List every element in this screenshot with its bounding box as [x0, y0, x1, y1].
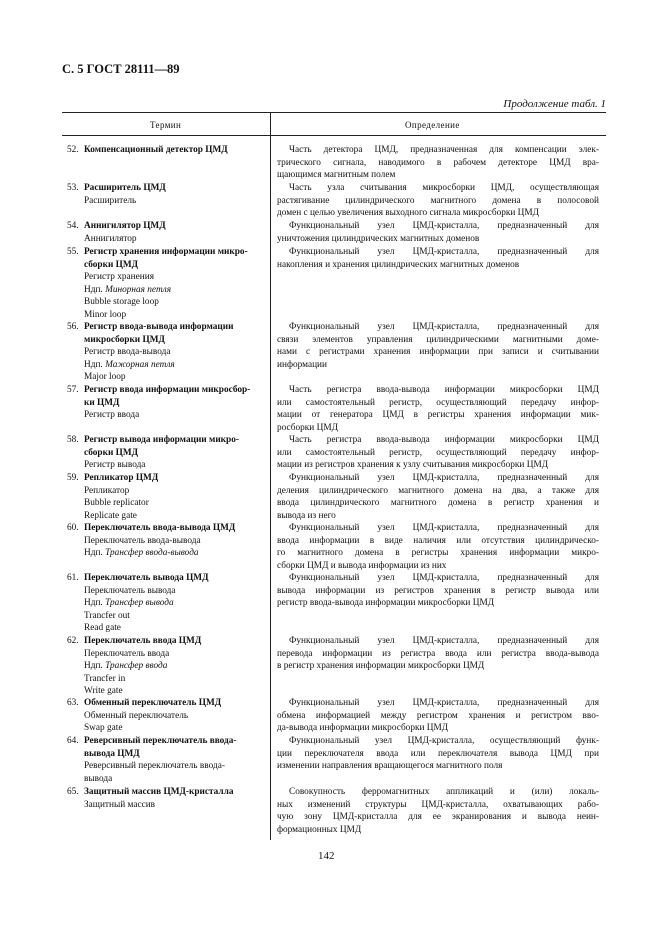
entry-number: 60.	[67, 523, 79, 533]
term-title: Расширитель ЦМД	[84, 183, 166, 193]
definition-line: вывода информации из регистров хранения в регистр вывода или	[277, 585, 599, 596]
term-synonym: Регистр ввода	[84, 410, 140, 421]
term-cell	[67, 522, 269, 560]
deprecated-synonym: Ндп. Минорная петля	[84, 284, 172, 295]
term-title: Реверсивный переключатель ввода-	[84, 736, 237, 746]
term-synonym: Write gate	[84, 686, 123, 697]
definition-line: или самостоятельный регистр, осуществляющий передачу инфор-	[277, 397, 599, 408]
definition-line: обмена информацией между регистром хранения и регистром вво-	[277, 710, 599, 721]
definition-line: Функциональный узел ЦМД-кристалла, предназначенный для	[289, 523, 599, 533]
definition-line: домен с целью увеличения выходного сигнала микросборки ЦМД	[277, 208, 540, 219]
definition-line: изменении направления вращающегося магнитного поля	[277, 761, 503, 772]
term-cell	[67, 321, 269, 384]
definition-line: щающимся магнитным полем	[277, 170, 396, 181]
term-synonym: Аннигилятор	[84, 233, 137, 244]
page-number: 142	[318, 850, 335, 862]
definition-line: ных изменений структуры ЦМД-кристалла, охватывающих рабо-	[277, 799, 599, 810]
term-cell	[67, 697, 269, 735]
term-synonym: Bubble replicator	[84, 498, 149, 509]
term-synonym: вывода	[84, 773, 113, 784]
definition-line: вывода из него	[277, 510, 336, 521]
definition-line: или самостоятельный регистр, осуществляющий передачу инфор-	[277, 447, 599, 458]
entry-number: 64.	[67, 736, 79, 746]
deprecated-synonym: Ндп. Трансфер ввода-вывода	[84, 548, 199, 559]
term-synonym: Регистр вывода	[84, 460, 146, 471]
definition-cell	[277, 321, 599, 371]
definition-line: нами с регистрами хранения информации при записи и считывании	[277, 347, 599, 358]
term-synonym: Переключатель ввода	[84, 648, 170, 659]
entry-number: 53.	[67, 183, 79, 193]
term-synonym: Расширитель	[84, 195, 137, 206]
definition-cell	[277, 472, 599, 522]
table-header-rule	[62, 135, 606, 136]
deprecated-synonym: Ндп. Мажорная петля	[84, 359, 175, 370]
deprecated-synonym: Ндп. Трансфер ввода	[84, 661, 168, 672]
definition-line: мации от генератора ЦМД в регистры хранения информации мик-	[277, 410, 599, 421]
column-header-term: Термин	[150, 120, 182, 130]
definition-line: ввода информации в виде наличия или отсутствия цилиндрическо-	[277, 535, 599, 546]
term-synonym: Major loop	[84, 372, 126, 383]
definition-line: Функциональный узел ЦМД-кристалла, предназначенный для	[289, 698, 599, 708]
definition-line: Функциональный узел ЦМД-кристалла, предназначенный для	[289, 473, 599, 483]
term-title: Обменный переключатель ЦМД	[84, 698, 222, 708]
entry-number: 59.	[67, 473, 79, 483]
term-title: Аннигилятор ЦМД	[84, 221, 166, 231]
definition-cell	[277, 182, 599, 220]
term-title: Регистр ввода-вывода информации	[84, 322, 234, 332]
definition-line: Функциональный узел ЦМД-кристалла, предназначенный для	[289, 636, 599, 646]
entry-number: 61.	[67, 573, 79, 583]
definition-cell	[277, 384, 599, 434]
definition-line: информации	[277, 359, 328, 370]
definition-cell	[277, 697, 599, 735]
term-cell	[67, 246, 269, 322]
definition-line: мации из регистров хранения к узлу считывания микросборки ЦМД	[277, 460, 549, 471]
term-title: сборки ЦМД	[84, 447, 139, 458]
entry-number: 63.	[67, 698, 79, 708]
entry-number: 56.	[67, 322, 79, 332]
definition-cell	[277, 635, 599, 673]
term-cell	[67, 572, 269, 635]
definition-line: чую зону ЦМД-кристалла для ее экранирования и вывода неин-	[277, 812, 599, 823]
term-synonym: Minor loop	[84, 309, 127, 320]
term-synonym: Регистр хранения	[84, 272, 154, 283]
entry-number: 55.	[67, 247, 79, 257]
term-synonym: Read gate	[84, 623, 121, 634]
entry-number: 58.	[67, 435, 79, 445]
column-divider	[270, 112, 271, 840]
term-synonym: Replicate gate	[84, 510, 137, 521]
definition-line: регистр ввода-вывода информации микросборки ЦМД	[277, 598, 495, 609]
term-synonym: Обменный переключатель	[84, 710, 189, 721]
term-cell	[67, 635, 269, 698]
definition-line: растягивание цилиндрического магнитного домена в полосовой	[277, 195, 599, 206]
definition-line: Часть детектора ЦМД, предназначенная для компенсации элек-	[289, 145, 599, 155]
entry-number: 57.	[67, 385, 79, 395]
term-synonym: Защитный массив	[84, 799, 156, 810]
table-top-rule	[62, 112, 606, 113]
definition-line: деления цилиндрического магнитного домена на два, а также для	[277, 485, 599, 496]
definition-line: Функциональный узел ЦМД-кристалла, осуществляющий функ-	[289, 736, 599, 746]
definition-line: накопления и хранения цилиндрических магнитных доменов	[277, 259, 520, 270]
definition-cell	[277, 786, 599, 836]
entry-number: 62.	[67, 636, 79, 646]
term-cell	[67, 384, 269, 422]
term-title: Регистр вывода информации микро-	[84, 435, 239, 445]
term-cell	[67, 144, 269, 157]
term-cell	[67, 220, 269, 245]
definition-cell	[277, 434, 599, 472]
definition-line: Часть регистра ввода-вывода информации микросборки ЦМД	[289, 385, 599, 395]
definition-cell	[277, 522, 599, 572]
term-cell	[67, 434, 269, 472]
term-synonym: Swap gate	[84, 723, 123, 734]
term-synonym: Bubble storage loop	[84, 297, 159, 308]
definition-line: связи элементов управления цилиндрическими магнитными доме-	[277, 334, 599, 345]
term-synonym: Переключатель вывода	[84, 585, 176, 596]
definition-line: ввода цилиндрического магнитного домена в регистр хранения и	[277, 498, 599, 509]
column-header-definition: Определение	[405, 120, 460, 130]
definition-line: Функциональный узел ЦМД-кристалла, предназначенный для	[289, 221, 599, 231]
term-title: вывода ЦМД	[84, 748, 140, 759]
term-title: Защитный массив ЦМД-кристалла	[84, 787, 234, 797]
definition-line: росборки ЦМД	[277, 422, 338, 433]
term-synonym: Регистр ввода-вывода	[84, 347, 171, 358]
term-title: Репликатор ЦМД	[84, 473, 159, 483]
deprecated-synonym: Ндп. Трансфер вывода	[84, 598, 174, 609]
term-cell	[67, 786, 269, 811]
term-cell	[67, 472, 269, 522]
definition-line: трического сигнала, наводимого в рабочем детекторе ЦМД вра-	[277, 157, 599, 168]
term-title: Компенсационный детектор ЦМД	[84, 145, 228, 155]
term-title: ки ЦМД	[84, 397, 120, 408]
term-cell	[67, 735, 269, 785]
definition-line: формационных ЦМД	[277, 824, 362, 835]
entry-number: 52.	[67, 145, 79, 155]
entry-number: 54.	[67, 221, 79, 231]
definition-line: ции переключателя ввода или переключателя вывода ЦМД при	[277, 748, 599, 759]
definition-line: перевода информации из регистра ввода или регистра ввода-вывода	[277, 648, 599, 659]
definition-line: Функциональный узел ЦМД-кристалла, предназначенный для	[289, 322, 599, 332]
definition-line: Совокупность ферромагнитных аппликаций и (или) локаль-	[289, 787, 599, 797]
definition-cell	[277, 735, 599, 773]
definition-cell	[277, 144, 599, 182]
definition-cell	[277, 220, 599, 245]
term-title: Переключатель ввода-вывода ЦМД	[84, 523, 236, 533]
definition-line: Функциональный узел ЦМД-кристалла, предназначенный для	[289, 573, 599, 583]
term-synonym: Переключатель ввода-вывода	[84, 535, 201, 546]
term-synonym: Trancfer in	[84, 673, 126, 684]
definition-line: сборки ЦМД и вывода информации из них	[277, 560, 447, 571]
term-title: Переключатель вывода ЦМД	[84, 573, 209, 583]
document-header: С. 5 ГОСТ 28111—89	[62, 62, 180, 76]
definition-line: Функциональный узел ЦМД-кристалла, предназначенный для	[289, 247, 599, 257]
entry-number: 65.	[67, 787, 79, 797]
definition-cell	[277, 246, 599, 271]
definition-line: го магнитного домена в регистры хранения информации микро-	[277, 548, 599, 559]
definition-line: уничтожения цилиндрических магнитных доменов	[277, 233, 480, 244]
term-title: Регистр хранения информации микро-	[84, 247, 248, 257]
term-synonym: Репликатор	[84, 485, 130, 496]
table-continuation-label: Продолжение табл. 1	[503, 98, 606, 110]
definition-line: в регистр хранения информации микросборки ЦМД	[277, 661, 485, 672]
term-synonym: Trancfer out	[84, 610, 130, 621]
definition-line: Часть регистра ввода-вывода информации микросборки ЦМД	[289, 435, 599, 445]
definition-line: Часть узла считывания микросборки ЦМД, осуществляющая	[289, 183, 599, 193]
term-title: микросборки ЦМД	[84, 334, 165, 345]
term-cell	[67, 182, 269, 207]
term-title: сборки ЦМД	[84, 259, 139, 270]
term-title: Переключатель ввода ЦМД	[84, 636, 202, 646]
definition-line: да-вывода информации микросборки ЦМД	[277, 723, 449, 734]
term-title: Регистр ввода информации микросбор-	[84, 385, 251, 395]
term-synonym: Реверсивный переключатель ввода-	[84, 761, 225, 772]
definition-cell	[277, 572, 599, 610]
